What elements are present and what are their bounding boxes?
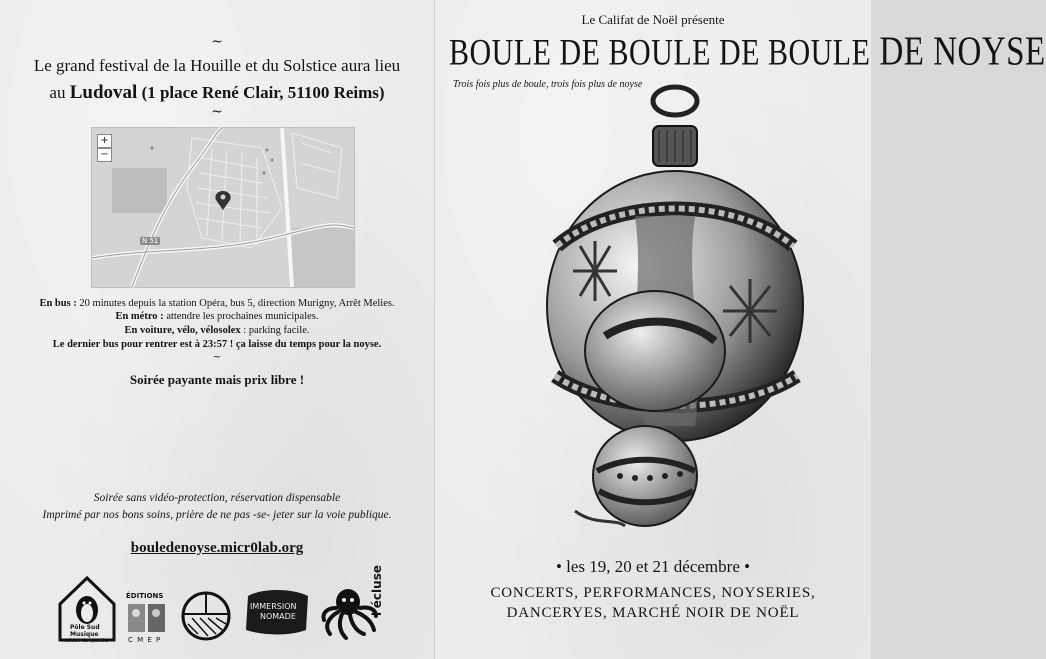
location-map[interactable] [91, 127, 355, 288]
zoom-out-button[interactable]: − [97, 148, 112, 162]
map-tiles [92, 128, 354, 287]
car-label: En voiture, vélo, vélosolex [124, 325, 241, 336]
editions-cmep-logo [124, 592, 170, 644]
round-hatched-logo [180, 590, 232, 642]
zoom-in-button[interactable]: + [97, 134, 112, 148]
notice-line-2: Imprimé par nos bons soins, prière de ne pas -se- jeter sur la voie publique. [42, 509, 392, 521]
christmas-bauble-illustration [535, 86, 795, 536]
venue-prefix: au [49, 83, 66, 102]
immersion-nomade-logo [242, 586, 312, 636]
pole-sud-logo [56, 574, 118, 644]
logo1-line2: Musique [70, 631, 99, 638]
right-page [435, 0, 1046, 659]
metro-text: attendre les prochaines municipales. [166, 311, 319, 322]
website-link[interactable]: bouledenoyse.micr0lab.org [130, 540, 304, 556]
logo4-line1: IMMERSION [250, 602, 297, 611]
festival-venue-line [0, 82, 434, 104]
subtitle: Trois fois plus de boule, trois fois plus de noyse [453, 79, 643, 90]
l-ecluse-logo [320, 565, 400, 644]
logo4-line2: NOMADE [260, 612, 296, 621]
program-line-1: CONCERTS, PERFORMANCES, NOYSERIES, [490, 585, 816, 601]
metro-info [0, 311, 434, 322]
event-dates: • les 19, 20 et 21 décembre • [555, 557, 751, 576]
tilde-separator: ~ [211, 104, 223, 120]
notice-line-1: Soirée sans vidéo-protection, réservation dispensable [93, 492, 341, 504]
bus-label: En bus : [39, 298, 77, 309]
left-page [0, 0, 435, 659]
partner-logos [50, 565, 400, 652]
logo1-line3: maison de quartier [62, 638, 110, 644]
bus-text: 20 minutes depuis la station Opéra, bus 5, direction Murigny, Arrêt Melies. [79, 298, 395, 309]
venue-name: Ludoval [69, 82, 138, 103]
bus-info [0, 298, 434, 309]
metro-label: En métro : [115, 311, 164, 322]
program-line-2: DANCERYES, MARCHÉ NOIR DE NOËL [506, 605, 800, 621]
tilde-separator: ~ [211, 34, 223, 50]
festival-intro: Le grand festival de la Houille et du Solstice aura lieu [33, 56, 401, 75]
logo5-text: l'écluse [370, 565, 384, 616]
title-part-b: DE NOYSE [879, 29, 1046, 75]
tilde-separator: ~ [212, 352, 222, 363]
last-bus-info: Le dernier bus pour rentrer est à 23:57 ! ça laisse du temps pour la noyse. [52, 339, 382, 350]
road-label: N 51 [142, 237, 159, 245]
logo1-line1: Pôle Sud [70, 624, 100, 631]
venue-address: (1 place René Clair, 51100 Reims) [141, 83, 385, 102]
price-notice: Soirée payante mais prix libre ! [129, 372, 305, 387]
logo2-bottom: C M E P [128, 636, 162, 644]
presenter-line: Le Califat de Noël présente [581, 12, 725, 27]
festival-title [449, 28, 1046, 76]
title-part-a: BOULE DE BOULE DE BOULE [449, 31, 871, 73]
car-info [0, 325, 434, 336]
car-text: : parking facile. [243, 325, 310, 336]
logo2-top: ÉDITIONS [126, 592, 164, 600]
